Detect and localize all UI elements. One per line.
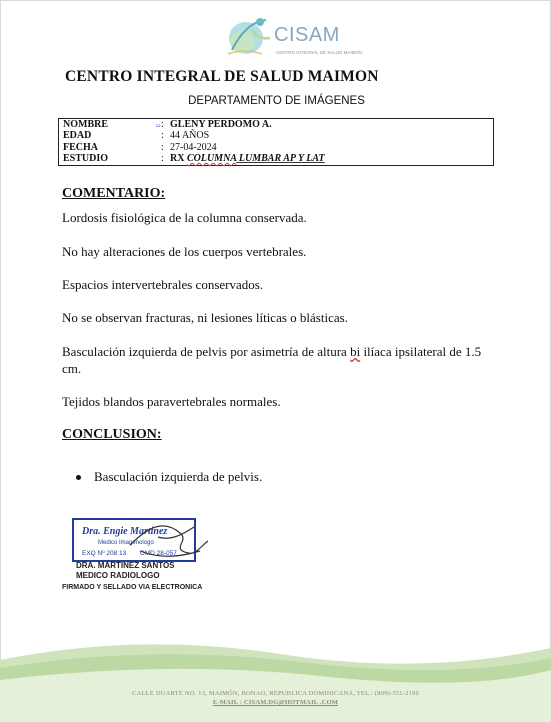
comentario-line: Tejidos blandos paravertebrales normales. (62, 394, 281, 409)
fecha-value: 27-04-2024 (170, 142, 217, 153)
edad-value: 44 AÑOS (170, 130, 210, 141)
comentario-paragraph (62, 344, 494, 377)
fecha-label: FECHA (63, 142, 98, 153)
conclusion-heading: CONCLUSION: (62, 427, 162, 442)
stamp-name: Dra. Engie Martinez (82, 526, 168, 537)
logo-tagline: CENTRO INTEGRAL DE SALUD MAIMON (276, 50, 363, 55)
estudio-colon: : (161, 153, 164, 164)
comentario-line: No se observan fracturas, ni lesiones líticas o blásticas. (62, 310, 348, 325)
doctor-title-line: MEDICO RADIOLOGO (76, 571, 160, 580)
cisam-logo-mark-icon (222, 12, 274, 58)
nombre-colon: : (161, 119, 164, 130)
department-title: DEPARTAMENTO DE IMÁGENES (188, 95, 365, 107)
bullet-icon (76, 475, 81, 480)
nombre-label: NOMBRE (63, 119, 108, 130)
comentario-line: Lordosis fisiológica de la columna conservada. (62, 210, 307, 225)
logo-name: CISAM (274, 24, 340, 46)
comentario-line: No hay alteraciones de los cuerpos vertebrales. (62, 244, 307, 259)
center-title: CENTRO INTEGRAL DE SALUD MAIMON (65, 68, 379, 85)
comentario-text: Basculación izquierda de pelvis por asimetría de altura (62, 344, 347, 359)
fecha-colon: : (161, 142, 164, 153)
comentario-line: Espacios intervertebrales conservados. (62, 277, 264, 292)
comentario-spell-word: bi (350, 344, 361, 359)
edad-colon: : (161, 130, 164, 141)
footer-email: E-MAIL : CISAM.DG@HOTMAIL .COM (212, 699, 339, 706)
conclusion-item-text: Basculación izquierda de pelvis. (94, 469, 263, 484)
doctor-stamp (70, 515, 212, 567)
spellcheck-mark-icon: ꞷ (156, 124, 161, 129)
stamp-exq: EXQ Nº 208 13 (82, 550, 127, 557)
comentario-heading: COMENTARIO: (62, 186, 166, 201)
patient-info-box (58, 118, 494, 166)
footer-address: CALLE DUARTE NO. 13, MAIMÓN, BONAO, REPUBLICA DOMINICANA, TEL.: (809)-551-2196 (132, 690, 419, 697)
estudio-value-prefix: RX (170, 153, 187, 164)
electronic-signature-note: FIRMADO Y SELLADO VIA ELECTRONICA (62, 584, 203, 591)
footer-decoration (0, 640, 551, 722)
estudio-value-rest: LUMBAR AP Y LAT (236, 153, 325, 164)
edad-label: EDAD (63, 130, 92, 141)
estudio-label: ESTUDIO (63, 153, 109, 164)
nombre-value: GLENY PERDOMO A. (170, 119, 272, 130)
stamp-cmd: CMD 28-057 (140, 550, 177, 557)
cisam-logo (222, 12, 363, 60)
doctor-name-line: DRA. MARTINEZ SANTOS (76, 561, 175, 570)
estudio-value (170, 153, 325, 165)
stamp-title: Medico Imagenologo (98, 540, 154, 546)
comentario-text: ilíaca ipsilateral de 1.5 cm. (62, 344, 482, 376)
estudio-value-columna: COLUMNA (186, 153, 237, 164)
